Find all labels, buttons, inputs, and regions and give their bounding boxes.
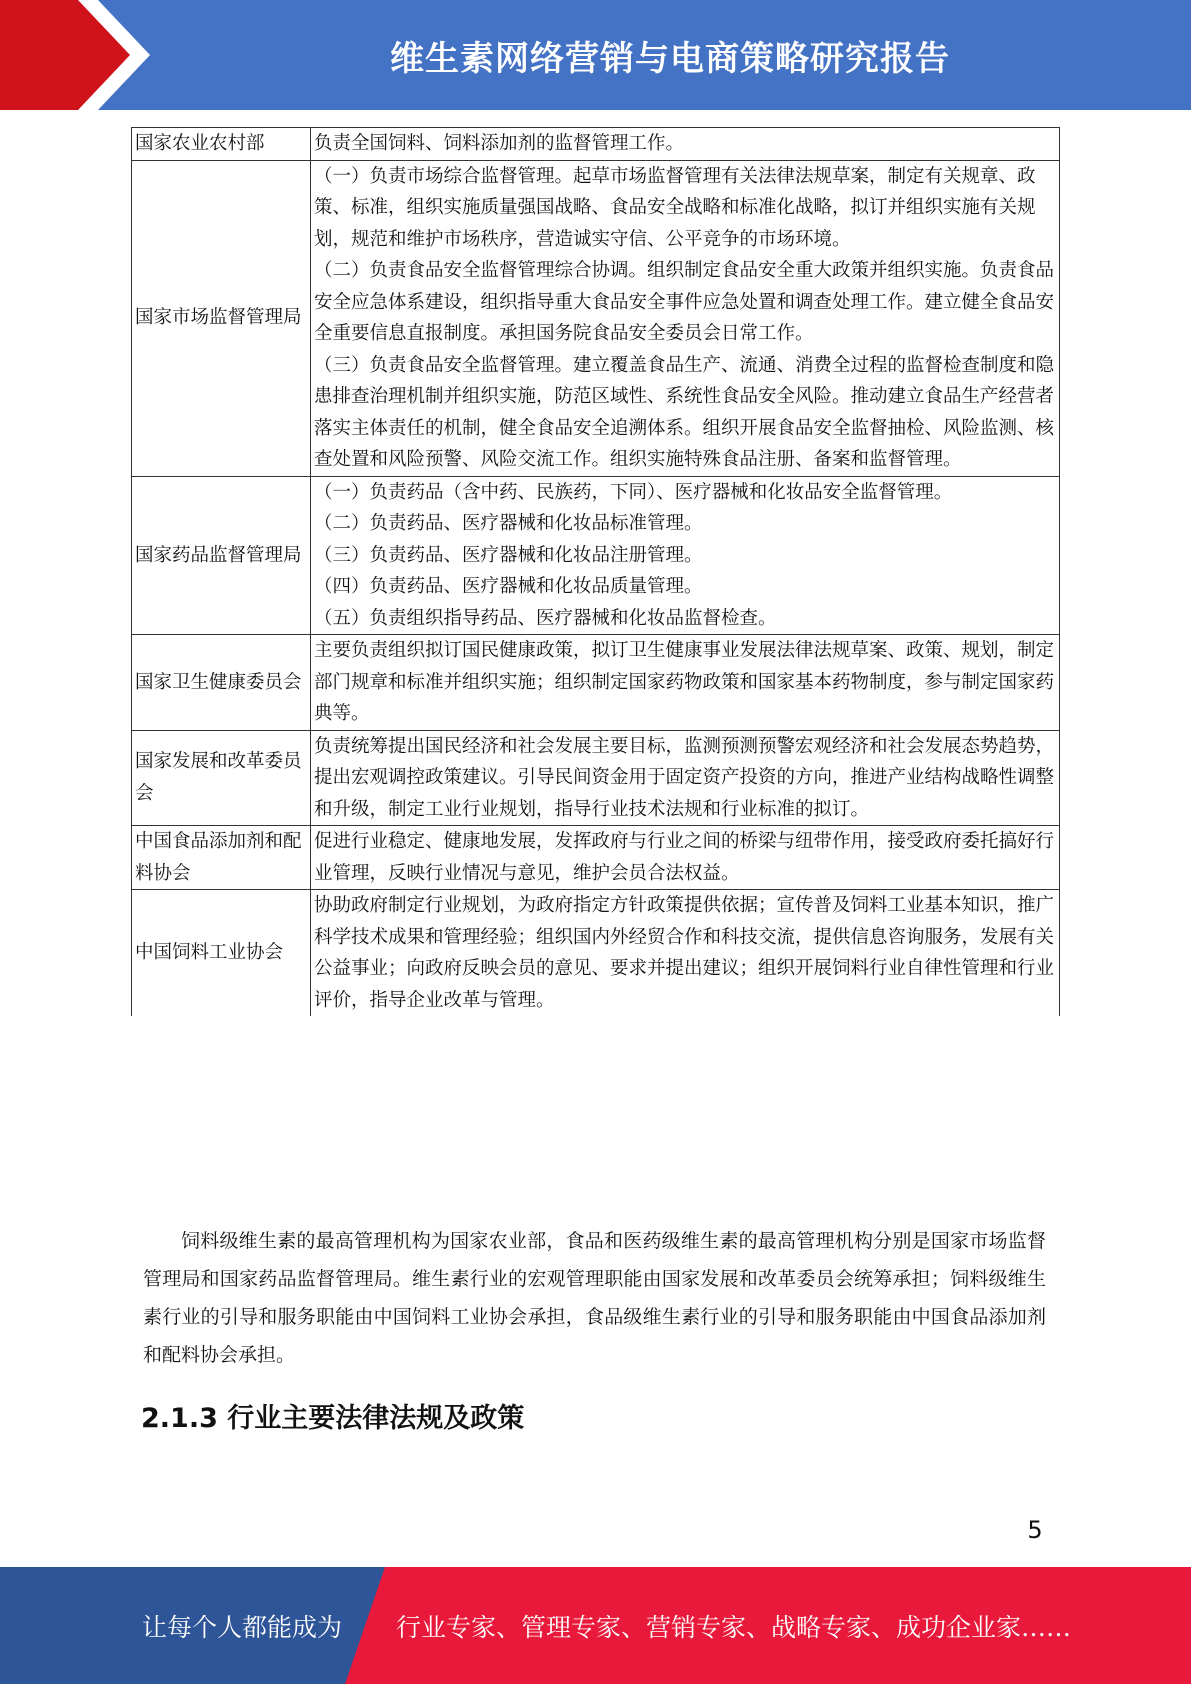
table-row: [132, 890, 1060, 1017]
summary-paragraph: 饲料级维生素的最高管理机构为国家农业部，食品和医药级维生素的最高管理机构分别是国家市场监督管理局和国家药品监督管理局。维生素行业的宏观管理职能由国家发展和改革委员会统筹承担；饲料级维生素行业的引导和服务职能由中国饲料工业协会承担，食品级维生素行业的引导和服务职能由中国食品添加剂和配料协会承担。: [143, 1230, 1046, 1366]
duty-text: （三）负责食品安全监督管理。建立覆盖食品生产、流通、消费全过程的监督检查制度和隐患排查治理机制并组织实施，防范区域性、系统性食品安全风险。推动建立食品生产经营者落实主体责任的机制，健全食品安全追溯体系。组织开展食品安全监督抽检、风险监测、核查处置和风险预警、风险交流工作。组织实施特殊食品注册、备案和监督管理。: [314, 354, 1055, 470]
agency-cell: 国家市场监督管理局: [132, 160, 311, 476]
agency-cell: 国家药品监督管理局: [132, 476, 311, 635]
duties-cell: [311, 730, 1060, 826]
duties-cell: [311, 476, 1060, 635]
footer-slogan-right: 行业专家、管理专家、营销专家、战略专家、成功企业家……: [396, 1612, 1072, 1642]
duty-text: （二）负责食品安全监督管理综合协调。组织制定食品安全重大政策并组织实施。负责食品安全应急体系建设，组织指导重大食品安全事件应急处置和调查处理工作。建立健全食品安全重要信息直报制度。承担国务院食品安全委员会日常工作。: [314, 260, 1055, 344]
duty-text: （一）负责市场综合监督管理。起草市场监督管理有关法律法规草案，制定有关规章、政策、标准，组织实施质量强国战略、食品安全战略和标准化战略，拟订并组织实施有关规划，规范和维护市场秩序，营造诚实守信、公平竞争的市场环境。: [314, 165, 1036, 250]
agency-cell: 中国饲料工业协会: [132, 890, 311, 1017]
page-number: 5: [1027, 1516, 1043, 1544]
duty-text: 主要负责组织拟订国民健康政策，拟订卫生健康事业发展法律法规草案、政策、规划，制定部门规章和标准并组织实施；组织制定国家药物政策和国家基本药物制度，参与制定国家药典等。: [314, 640, 1055, 724]
duty-text: 负责全国饲料、饲料添加剂的监督管理工作。: [314, 133, 685, 154]
table-row: [132, 476, 1060, 635]
duties-cell: [311, 890, 1060, 1017]
table-row: [132, 128, 1060, 161]
agency-cell: 中国食品添加剂和配料协会: [132, 826, 311, 890]
table-row: [132, 730, 1060, 826]
duties-cell: [311, 128, 1060, 161]
duty-text: （五）负责组织指导药品、医疗器械和化妆品监督检查。: [314, 607, 777, 629]
duty-text: （四）负责药品、医疗器械和化妆品质量管理。: [314, 576, 703, 597]
duty-text: 促进行业稳定、健康地发展，发挥政府与行业之间的桥梁与纽带作用，接受政府委托搞好行业管理，反映行业情况与意见，维护会员合法权益。: [314, 831, 1055, 884]
duty-text: 协助政府制定行业规划，为政府指定方针政策提供依据；宣传普及饲料工业基本知识，推广科学技术成果和管理经验；组织国内外经贸合作和科技交流，提供信息咨询服务，发展有关公益事业；向政府反映会员的意见、要求并提出建议；组织开展饲料行业自律性管理和行业评价，指导企业改革与管理。: [314, 895, 1055, 1011]
page-footer: [0, 1567, 1191, 1684]
duties-cell: [311, 635, 1060, 731]
table-row: [132, 160, 1060, 476]
agency-cell: 国家农业农村部: [132, 128, 311, 161]
regulatory-agencies-table: [131, 127, 1060, 1016]
footer-slogan-left: 让每个人都能成为: [142, 1612, 343, 1642]
page-header: [0, 0, 1191, 110]
agency-cell: 国家卫生健康委员会: [132, 635, 311, 731]
section-heading: 2.1.3 行业主要法律法规及政策: [141, 1403, 525, 1434]
duty-text: （二）负责药品、医疗器械和化妆品标准管理。: [314, 513, 703, 534]
table-row: [132, 635, 1060, 731]
report-title: 维生素网络营销与电商策略研究报告: [390, 38, 950, 79]
duties-cell: [311, 160, 1060, 476]
agency-cell: 国家发展和改革委员会: [132, 730, 311, 826]
duty-text: （三）负责药品、医疗器械和化妆品注册管理。: [314, 544, 703, 566]
table-row: [132, 826, 1060, 890]
duty-text: （一）负责药品（含中药、民族药，下同）、医疗器械和化妆品安全监督管理。: [314, 481, 953, 503]
duty-text: 负责统筹提出国民经济和社会发展主要目标，监测预测预警宏观经济和社会发展态势趋势，提出宏观调控政策建议。引导民间资金用于固定资产投资的方向，推进产业结构战略性调整和升级，制定工业行业规划，指导行业技术法规和行业标准的拟订。: [314, 735, 1055, 820]
table-body: [132, 128, 1060, 1017]
duties-cell: [311, 826, 1060, 890]
